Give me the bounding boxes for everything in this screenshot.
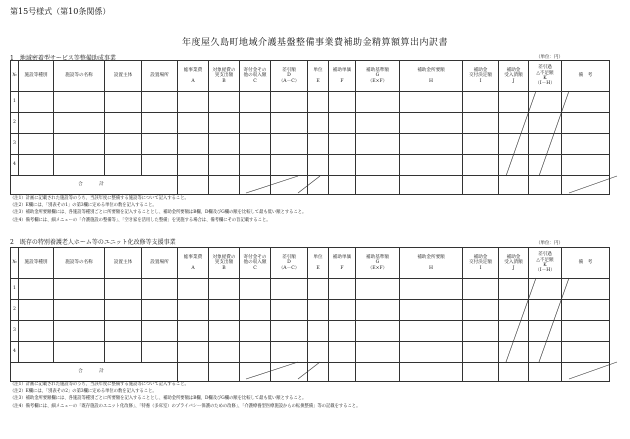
units-cell[interactable] (308, 113, 329, 134)
col-diff-header: 差引額 D （A－C） (271, 248, 308, 279)
required-amount-total[interactable] (400, 363, 463, 382)
section-2-unit-label: （単位：円） (536, 241, 563, 246)
units-cell[interactable] (308, 279, 329, 300)
total-cost-cell[interactable] (178, 342, 209, 363)
section-1-heading: 1 地域密着型サービス等整備助成事業 (10, 55, 116, 62)
remarks-cell[interactable] (562, 155, 610, 176)
units-cell[interactable] (308, 155, 329, 176)
balance-cell[interactable] (529, 92, 562, 113)
balance-cell[interactable] (529, 134, 562, 155)
col-facility-name-header: 施設等の名称 (54, 248, 105, 279)
total-cost-cell[interactable] (178, 321, 209, 342)
unit-price-cell[interactable] (329, 300, 356, 321)
balance-cell[interactable] (529, 342, 562, 363)
location-cell[interactable] (142, 92, 178, 113)
facility-name-cell[interactable] (54, 300, 105, 321)
diff-total[interactable] (271, 363, 308, 382)
establisher-cell[interactable] (105, 300, 142, 321)
donation-cell[interactable] (240, 92, 271, 113)
facility-type-cell[interactable] (19, 300, 54, 321)
unit-price-total (329, 363, 356, 382)
standard-amount-cell[interactable] (356, 300, 400, 321)
decided-amount-total[interactable] (463, 176, 499, 195)
location-cell[interactable] (142, 113, 178, 134)
facility-name-cell[interactable] (54, 155, 105, 176)
section-1-notes (10, 195, 306, 224)
received-amount-cell[interactable] (499, 342, 529, 363)
diff-total[interactable] (271, 176, 308, 195)
col-received-amount-header: 補助金 受入済額 J (499, 248, 529, 279)
table-row (11, 321, 610, 342)
received-amount-cell[interactable] (499, 279, 529, 300)
unit-price-cell[interactable] (329, 134, 356, 155)
diff-cell[interactable] (271, 134, 308, 155)
standard-amount-total[interactable] (356, 176, 400, 195)
facility-type-cell[interactable] (19, 92, 54, 113)
remarks-total (562, 363, 610, 382)
units-cell[interactable] (308, 92, 329, 113)
establisher-cell[interactable] (105, 155, 142, 176)
received-amount-cell[interactable] (499, 155, 529, 176)
col-diff-header: 差引額 D （A－C） (271, 61, 308, 92)
col-received-amount-header: 補助金 受入済額 J (499, 61, 529, 92)
total-cost-total[interactable] (178, 363, 209, 382)
total-label: 合 計 (11, 363, 178, 382)
received-amount-cell[interactable] (499, 113, 529, 134)
target-cost-cell[interactable] (209, 134, 240, 155)
facility-type-cell[interactable] (19, 113, 54, 134)
facility-name-cell[interactable] (54, 342, 105, 363)
row-number: 4 (11, 155, 19, 176)
standard-amount-cell[interactable] (356, 92, 400, 113)
col-target-cost-header: 対象経費の 実支出額 B (209, 248, 240, 279)
section-2-header-row (11, 248, 610, 279)
facility-name-cell[interactable] (54, 134, 105, 155)
remarks-cell[interactable] (562, 134, 610, 155)
received-amount-cell[interactable] (499, 300, 529, 321)
donation-cell[interactable] (240, 321, 271, 342)
standard-amount-cell[interactable] (356, 321, 400, 342)
row-number: 4 (11, 342, 19, 363)
total-cost-cell[interactable] (178, 155, 209, 176)
target-cost-total[interactable] (209, 363, 240, 382)
facility-type-cell[interactable] (19, 134, 54, 155)
target-cost-cell[interactable] (209, 92, 240, 113)
establisher-cell[interactable] (105, 279, 142, 300)
table-row (11, 134, 610, 155)
units-total (308, 363, 329, 382)
donation-cell[interactable] (240, 342, 271, 363)
required-amount-cell[interactable] (400, 155, 463, 176)
col-unit-price-header: 補助単価 F (329, 61, 356, 92)
row-number: 1 (11, 279, 19, 300)
decided-amount-cell[interactable] (463, 342, 499, 363)
col-remarks-header: 備 考 (562, 248, 610, 279)
remarks-cell[interactable] (562, 92, 610, 113)
facility-type-cell[interactable] (19, 321, 54, 342)
target-cost-total[interactable] (209, 176, 240, 195)
row-number: 3 (11, 134, 19, 155)
required-amount-cell[interactable] (400, 342, 463, 363)
received-amount-total[interactable] (499, 363, 529, 382)
remarks-total (562, 176, 610, 195)
col-no-header: № (11, 61, 19, 92)
col-establisher-header: 設置主体 (105, 61, 142, 92)
section-2-notes (10, 381, 360, 410)
total-cost-cell[interactable] (178, 134, 209, 155)
donation-cell[interactable] (240, 155, 271, 176)
col-donation-header: 寄付金その 他の収入額 C (240, 61, 271, 92)
col-standard-amount-header: 補助基準額 G （E×F） (356, 248, 400, 279)
target-cost-cell[interactable] (209, 300, 240, 321)
balance-total[interactable] (529, 176, 562, 195)
note-1: （注1）計画に記載された施設等のうち、当該年度に整備する施設等について記入すること。 (10, 382, 189, 387)
table-row (11, 155, 610, 176)
row-number: 2 (11, 300, 19, 321)
remarks-cell[interactable] (562, 279, 610, 300)
col-standard-amount-header: 補助基準額 G （E×F） (356, 61, 400, 92)
standard-amount-cell[interactable] (356, 342, 400, 363)
establisher-cell[interactable] (105, 134, 142, 155)
unit-price-cell[interactable] (329, 321, 356, 342)
col-balance-header: 差引過 △不足額 K （I－H） (529, 61, 562, 92)
donation-cell[interactable] (240, 300, 271, 321)
col-unit-price-header: 補助単価 F (329, 248, 356, 279)
facility-name-cell[interactable] (54, 321, 105, 342)
location-cell[interactable] (142, 342, 178, 363)
note-3: （注3）補助金所要額欄には、各施設等種別ごとに所要額を記入することとし、補助金所要額はB欄、D欄及びG欄の額を比較して最も低い額とすること。 (10, 396, 307, 402)
col-decided-amount-header: 補助金 交付決定額 I (463, 248, 499, 279)
note-4: （注4）備考欄には、細メニューの「既存施設のユニット化改修」、「特養（多床室）のプライバシー保護のための改修」、「介護療養型医療施設からの転換整備」等の記載をすること。 (10, 403, 361, 409)
donation-cell[interactable] (240, 113, 271, 134)
required-amount-cell[interactable] (400, 321, 463, 342)
donation-total[interactable] (240, 176, 271, 195)
col-units-header: 単位 E (308, 248, 329, 279)
total-cost-cell[interactable] (178, 113, 209, 134)
total-cost-total[interactable] (178, 176, 209, 195)
decided-amount-cell[interactable] (463, 113, 499, 134)
establisher-cell[interactable] (105, 321, 142, 342)
col-balance-header: 差引過 △不足額 K （I－H） (529, 248, 562, 279)
decided-amount-cell[interactable] (463, 134, 499, 155)
facility-type-cell[interactable] (19, 342, 54, 363)
unit-price-cell[interactable] (329, 279, 356, 300)
table-row (11, 113, 610, 134)
document-title: 年度屋久島町地域介護基盤整備事業費補助金精算額算出内訳書 (181, 38, 448, 48)
col-facility-type-header: 施設等種別 (19, 248, 54, 279)
donation-cell[interactable] (240, 279, 271, 300)
diff-cell[interactable] (271, 342, 308, 363)
col-units-header: 単位 E (308, 61, 329, 92)
units-cell[interactable] (308, 342, 329, 363)
unit-price-cell[interactable] (329, 92, 356, 113)
note-2: （注2）E欄には、「別表その1」の第3欄に定める単位の数を記入すること。 (10, 203, 157, 209)
total-label: 合 計 (11, 176, 178, 195)
table-row (11, 342, 610, 363)
row-number: 2 (11, 113, 19, 134)
col-remarks-header: 備 考 (562, 61, 610, 92)
decided-amount-cell[interactable] (463, 321, 499, 342)
establisher-cell[interactable] (105, 92, 142, 113)
col-total-cost-header: 総事業費 A (178, 248, 209, 279)
col-establisher-header: 設置主体 (105, 248, 142, 279)
standard-amount-cell[interactable] (356, 134, 400, 155)
diff-cell[interactable] (271, 113, 308, 134)
balance-cell[interactable] (529, 113, 562, 134)
unit-price-cell[interactable] (329, 342, 356, 363)
col-required-amount-header: 補助金所要額 H (400, 61, 463, 92)
decided-amount-cell[interactable] (463, 279, 499, 300)
facility-type-cell[interactable] (19, 155, 54, 176)
required-amount-cell[interactable] (400, 113, 463, 134)
diff-cell[interactable] (271, 300, 308, 321)
remarks-cell[interactable] (562, 113, 610, 134)
col-facility-type-header: 施設等種別 (19, 61, 54, 92)
diff-cell[interactable] (271, 321, 308, 342)
col-location-header: 設置場所 (142, 248, 178, 279)
decided-amount-cell[interactable] (463, 300, 499, 321)
section-2-heading: 2 既存の特別養護老人ホーム等のユニット化改修等支援事業 (10, 239, 176, 246)
facility-type-cell[interactable] (19, 279, 54, 300)
location-cell[interactable] (142, 155, 178, 176)
balance-cell[interactable] (529, 155, 562, 176)
units-cell[interactable] (308, 134, 329, 155)
received-amount-cell[interactable] (499, 134, 529, 155)
balance-cell[interactable] (529, 279, 562, 300)
donation-total[interactable] (240, 363, 271, 382)
col-decided-amount-header: 補助金 交付決定額 I (463, 61, 499, 92)
total-cost-cell[interactable] (178, 300, 209, 321)
unit-price-total (329, 176, 356, 195)
received-amount-total[interactable] (499, 176, 529, 195)
col-required-amount-header: 補助金所要額 H (400, 248, 463, 279)
unit-price-cell[interactable] (329, 113, 356, 134)
total-cost-cell[interactable] (178, 92, 209, 113)
balance-cell[interactable] (529, 321, 562, 342)
section-1-unit-label: （単位：円） (536, 55, 563, 60)
note-4: （注4）備考欄には、細メニューの「介護施設の整備等」、「空き家を活用した整備」を実施する場合は、備考欄にその旨記載すること。 (10, 217, 271, 223)
units-cell[interactable] (308, 321, 329, 342)
required-amount-cell[interactable] (400, 92, 463, 113)
donation-cell[interactable] (240, 134, 271, 155)
location-cell[interactable] (142, 321, 178, 342)
note-1: （注1）計画に記載された施設等のうち、当該年度に整備する施設等について記入すること。 (10, 196, 189, 201)
diff-cell[interactable] (271, 279, 308, 300)
note-2: （注2）E欄には、「別表その2」の第3欄に定める単位の数を記入すること。 (10, 389, 157, 395)
location-cell[interactable] (142, 279, 178, 300)
form-number: 第15号様式（第10条関係） (10, 7, 111, 16)
facility-name-cell[interactable] (54, 279, 105, 300)
required-amount-cell[interactable] (400, 279, 463, 300)
remarks-cell[interactable] (562, 342, 610, 363)
facility-name-cell[interactable] (54, 113, 105, 134)
col-total-cost-header: 総事業費 A (178, 61, 209, 92)
received-amount-cell[interactable] (499, 321, 529, 342)
target-cost-cell[interactable] (209, 113, 240, 134)
balance-cell[interactable] (529, 300, 562, 321)
balance-total[interactable] (529, 363, 562, 382)
required-amount-total[interactable] (400, 176, 463, 195)
table-row (11, 279, 610, 300)
section-2-table (10, 247, 610, 382)
target-cost-cell[interactable] (209, 321, 240, 342)
establisher-cell[interactable] (105, 113, 142, 134)
standard-amount-total[interactable] (356, 363, 400, 382)
total-cost-cell[interactable] (178, 279, 209, 300)
decided-amount-total[interactable] (463, 363, 499, 382)
note-3: （注3）補助金所要額欄には、各施設等種別ごとに所要額を記入することとし、補助金所要額はB欄、D欄及びG欄の額を比較して最も低い額とすること。 (10, 210, 307, 216)
target-cost-cell[interactable] (209, 342, 240, 363)
standard-amount-cell[interactable] (356, 155, 400, 176)
required-amount-cell[interactable] (400, 300, 463, 321)
table-row (11, 300, 610, 321)
received-amount-cell[interactable] (499, 92, 529, 113)
col-target-cost-header: 対象経費の 実支出額 B (209, 61, 240, 92)
col-location-header: 設置場所 (142, 61, 178, 92)
col-no-header: № (11, 248, 19, 279)
target-cost-cell[interactable] (209, 155, 240, 176)
diff-cell[interactable] (271, 92, 308, 113)
units-total (308, 176, 329, 195)
required-amount-cell[interactable] (400, 134, 463, 155)
facility-name-cell[interactable] (54, 92, 105, 113)
total-row (11, 363, 610, 382)
establisher-cell[interactable] (105, 342, 142, 363)
standard-amount-cell[interactable] (356, 279, 400, 300)
diff-cell[interactable] (271, 155, 308, 176)
row-number: 1 (11, 92, 19, 113)
col-facility-name-header: 施設等の名称 (54, 61, 105, 92)
row-number: 3 (11, 321, 19, 342)
remarks-cell[interactable] (562, 321, 610, 342)
unit-price-cell[interactable] (329, 155, 356, 176)
total-row (11, 176, 610, 195)
table-row (11, 92, 610, 113)
section-1-table (10, 60, 610, 195)
units-cell[interactable] (308, 300, 329, 321)
remarks-cell[interactable] (562, 300, 610, 321)
location-cell[interactable] (142, 300, 178, 321)
target-cost-cell[interactable] (209, 279, 240, 300)
location-cell[interactable] (142, 134, 178, 155)
standard-amount-cell[interactable] (356, 113, 400, 134)
section-1-header-row (11, 61, 610, 92)
decided-amount-cell[interactable] (463, 155, 499, 176)
decided-amount-cell[interactable] (463, 92, 499, 113)
col-donation-header: 寄付金その 他の収入額 C (240, 248, 271, 279)
